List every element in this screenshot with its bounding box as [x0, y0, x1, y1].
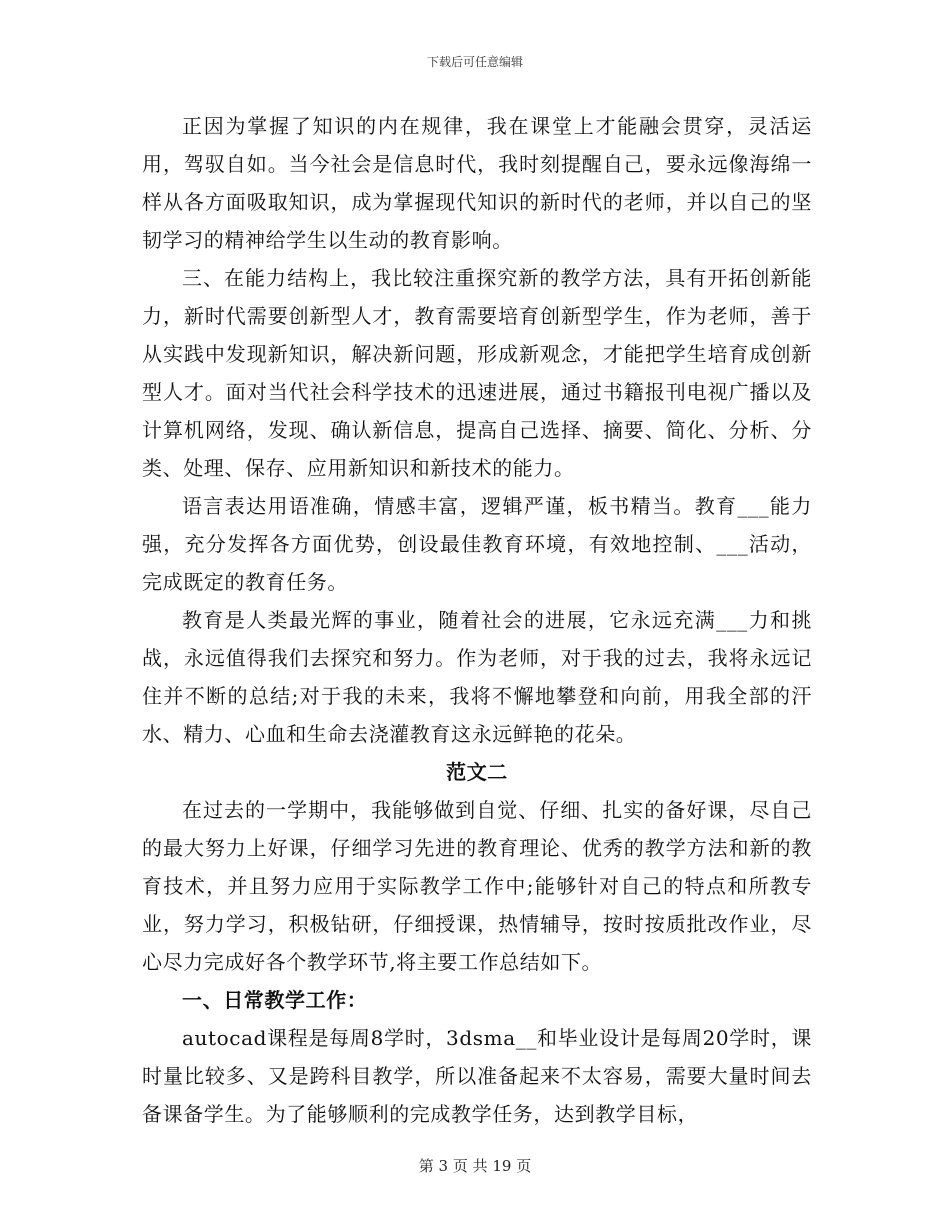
section-title: 范文二	[446, 760, 508, 784]
paragraph: 在过去的一学期中，我能够做到自觉、仔细、扎实的备好课，尽自己的最大努力上好课，仔细学习先进的教育理论、优秀的教学方法和新的教育技术，并且努力应用于实际教学工作中;能够针对自己的特点和所教专业，努力学习，积极钻研，仔细授课，热情辅导，按时按质批改作业，尽心尽力完成好各个教学环节,将主要工作总结如下。	[142, 798, 812, 974]
paragraph: 三、在能力结构上，我比较注重探究新的教学方法，具有开拓创新能力，新时代需要创新型人才，教育需要培育创新型学生，作为老师，善于从实践中发现新知识，解决新问题，形成新观念，才能把学生培育成创新型人才。面对当代社会科学技术的迅速进展，通过书籍报刊电视广播以及计算机网络，发现、确认新信息，提高自己选择、摘要、简化、分析、分类、处理、保存、应用新知识和新技术的能力。	[142, 266, 812, 480]
page-number: 第 3 页 共 19 页	[418, 1157, 532, 1175]
paragraph: 正因为掌握了知识的内在规律，我在课堂上才能融会贯穿，灵活运用，驾驭自如。当今社会是信息时代，我时刻提醒自己，要永远像海绵一样从各方面吸取知识，成为掌握现代知识的新时代的老师，并以自己的坚韧学习的精神给学生以生动的教育影响。	[142, 114, 812, 252]
document-body	[142, 107, 812, 1133]
page-header-note: 下载后可任意编辑	[426, 55, 523, 69]
paragraph: 教育是人类最光辉的事业，随着社会的进展，它永远充满___力和挑战，永远值得我们去探究和努力。作为老师，对于我的过去，我将永远记住并不断的总结;对于我的未来，我将不懈地攀登和向前，用我全部的汗水、精力、心血和生命去浇灌教育这永远鲜艳的花朵。	[142, 608, 812, 746]
paragraph: autocad课程是每周8学时，3dsma__和毕业设计是每周20学时，课时量比较多、又是跨科目教学，所以准备起来不太容易，需要大量时间去备课备学生。为了能够顺利的完成教学任务，达到教学目标，	[142, 1026, 812, 1126]
paragraph: 语言表达用语准确，情感丰富，逻辑严谨，板书精当。教育___能力强，充分发挥各方面优势，创设最佳教育环境，有效地控制、___活动，完成既定的教育任务。	[142, 494, 812, 594]
subheading: 一、日常教学工作：	[182, 988, 368, 1012]
